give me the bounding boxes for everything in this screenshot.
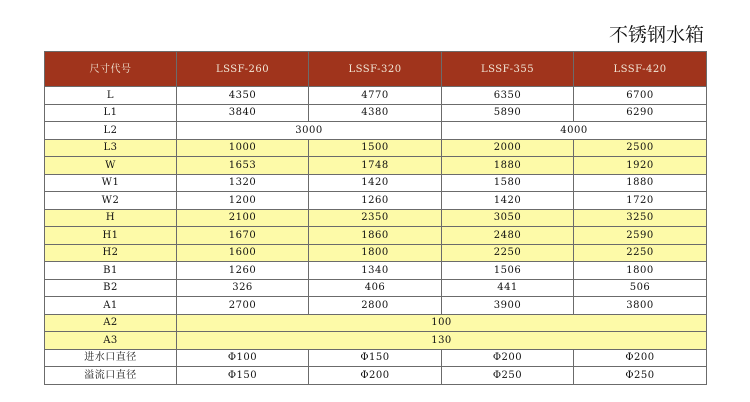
table-cell: 2500: [574, 139, 707, 157]
row-label: W: [45, 157, 177, 175]
table-cell-merged: 3000: [177, 122, 442, 140]
table-cell: Φ150: [177, 367, 309, 385]
table-cell: 1800: [309, 244, 442, 262]
table-cell: 3840: [177, 104, 309, 122]
table-cell: 3050: [442, 209, 574, 227]
table-cell: 1260: [177, 262, 309, 280]
table-cell: 2250: [442, 244, 574, 262]
table-row: [45, 209, 707, 227]
row-label: L3: [45, 139, 177, 157]
table-cell: 1670: [177, 227, 309, 245]
table-cell: 326: [177, 279, 309, 297]
table-row: [45, 349, 707, 367]
row-label: H1: [45, 227, 177, 245]
table-cell: 1420: [442, 192, 574, 210]
row-label: 溢流口直径: [45, 367, 177, 385]
table-row: [45, 174, 707, 192]
table-row: [45, 139, 707, 157]
table-row: [45, 367, 707, 385]
header-lssf-260: LSSF-260: [177, 52, 309, 87]
table-cell: 6700: [574, 87, 707, 105]
header-dimension-code: 尺寸代号: [45, 52, 177, 87]
table-cell: 5890: [442, 104, 574, 122]
table-cell: 1320: [177, 174, 309, 192]
table-cell: 4350: [177, 87, 309, 105]
table-row: [45, 297, 707, 315]
table-row: [45, 332, 707, 350]
table-row: [45, 227, 707, 245]
table-cell: 1420: [309, 174, 442, 192]
table-cell: 1748: [309, 157, 442, 175]
table-cell: 1506: [442, 262, 574, 280]
row-label: L1: [45, 104, 177, 122]
table-cell: Φ250: [442, 367, 574, 385]
header-lssf-355: LSSF-355: [442, 52, 574, 87]
row-label: W1: [45, 174, 177, 192]
table-cell: Φ150: [309, 349, 442, 367]
table-cell: 1200: [177, 192, 309, 210]
table-cell: 441: [442, 279, 574, 297]
table-cell: 1920: [574, 157, 707, 175]
row-label: A2: [45, 314, 177, 332]
table-row: [45, 104, 707, 122]
row-label: L: [45, 87, 177, 105]
table-cell: 2590: [574, 227, 707, 245]
table-cell: 3900: [442, 297, 574, 315]
table-cell: 506: [574, 279, 707, 297]
table-cell: 1340: [309, 262, 442, 280]
table-row: [45, 122, 707, 140]
row-label: H2: [45, 244, 177, 262]
table-row: [45, 262, 707, 280]
table-cell-merged: 130: [177, 332, 707, 350]
table-cell: 2000: [442, 139, 574, 157]
row-label: B2: [45, 279, 177, 297]
table-row: [45, 192, 707, 210]
table-cell: 1500: [309, 139, 442, 157]
table-row: [45, 314, 707, 332]
row-label: H: [45, 209, 177, 227]
table-cell: Φ250: [574, 367, 707, 385]
table-cell: 6350: [442, 87, 574, 105]
table-cell: 1720: [574, 192, 707, 210]
table-cell: 3800: [574, 297, 707, 315]
table-cell-merged: 4000: [442, 122, 707, 140]
table-cell: 2800: [309, 297, 442, 315]
table-cell: 2250: [574, 244, 707, 262]
row-label: W2: [45, 192, 177, 210]
table-cell: 1800: [574, 262, 707, 280]
row-label: 进水口直径: [45, 349, 177, 367]
table-row: [45, 279, 707, 297]
page-title: 不锈钢水箱: [608, 24, 704, 46]
table-cell: Φ100: [177, 349, 309, 367]
table-cell: 6290: [574, 104, 707, 122]
table-cell: Φ200: [442, 349, 574, 367]
table-cell: 1860: [309, 227, 442, 245]
table-header-row: [45, 52, 707, 87]
table-cell: 2100: [177, 209, 309, 227]
table-cell: 1580: [442, 174, 574, 192]
table-cell: 4380: [309, 104, 442, 122]
table-cell: 3250: [574, 209, 707, 227]
table-cell: 2480: [442, 227, 574, 245]
table-cell: 1880: [442, 157, 574, 175]
table-cell: 1260: [309, 192, 442, 210]
row-label: B1: [45, 262, 177, 280]
table-cell: 1653: [177, 157, 309, 175]
table-row: [45, 157, 707, 175]
row-label: A1: [45, 297, 177, 315]
table-cell: Φ200: [309, 367, 442, 385]
table-cell: 1000: [177, 139, 309, 157]
table-cell: 2700: [177, 297, 309, 315]
table-row: [45, 87, 707, 105]
table-cell: 1880: [574, 174, 707, 192]
spec-table: [44, 51, 707, 385]
table-cell: 4770: [309, 87, 442, 105]
header-lssf-420: LSSF-420: [574, 52, 707, 87]
table-cell: 2350: [309, 209, 442, 227]
table-cell: 1600: [177, 244, 309, 262]
table-cell: 406: [309, 279, 442, 297]
row-label: A3: [45, 332, 177, 350]
header-lssf-320: LSSF-320: [309, 52, 442, 87]
table-row: [45, 244, 707, 262]
table-cell: Φ200: [574, 349, 707, 367]
table-cell-merged: 100: [177, 314, 707, 332]
row-label: L2: [45, 122, 177, 140]
